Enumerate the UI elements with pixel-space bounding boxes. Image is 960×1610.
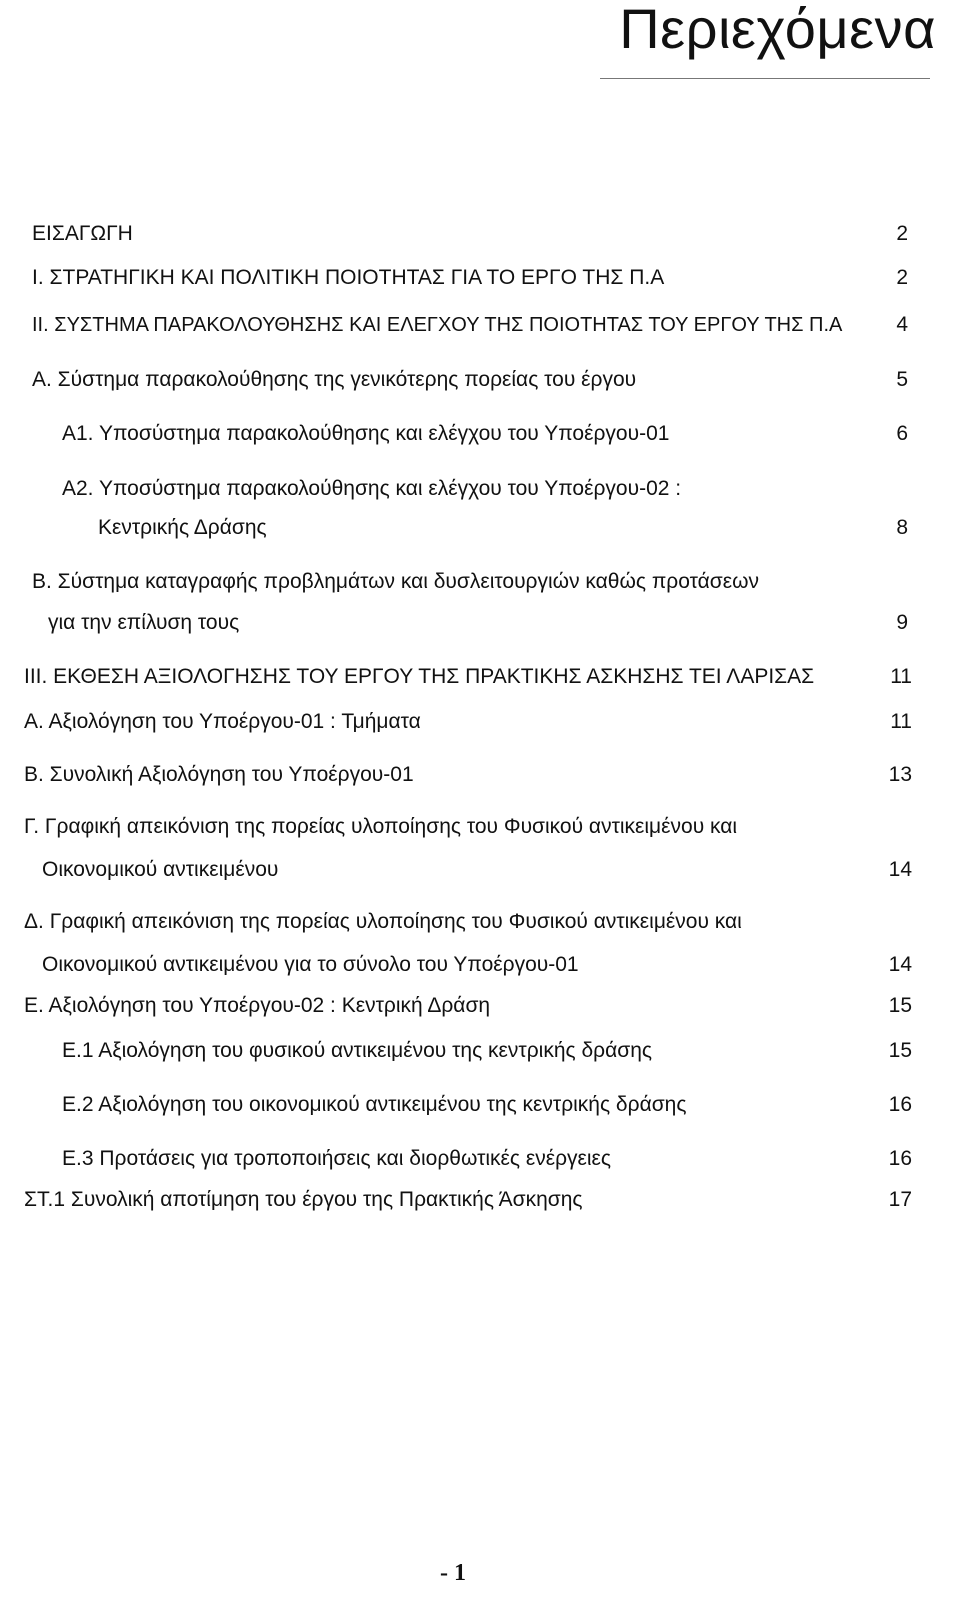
toc-entry-page: 2 bbox=[896, 222, 908, 245]
toc-entry-text: Κεντρικής Δράσης bbox=[98, 516, 267, 539]
toc-entry-text: Β. Σύστημα καταγραφής προβλημάτων και δυσλειτουργιών καθώς προτάσεων bbox=[32, 570, 759, 593]
toc-entry-text: ΕΙΣΑΓΩΓΗ bbox=[32, 222, 133, 245]
toc-entry-page: 15 bbox=[888, 1039, 912, 1062]
toc-entry[interactable] bbox=[0, 365, 960, 395]
toc-entry-page: 13 bbox=[888, 763, 912, 786]
toc-entry-text: Ε.3 Προτάσεις για τροποποιήσεις και διορθωτικές ενέργειες bbox=[62, 1147, 612, 1170]
toc-entry-page: 17 bbox=[888, 1188, 912, 1211]
toc-entry[interactable] bbox=[0, 419, 960, 449]
toc-entry-page: 2 bbox=[896, 266, 908, 289]
toc-entry[interactable] bbox=[0, 1185, 960, 1215]
toc-entry[interactable] bbox=[0, 219, 960, 249]
toc-entry[interactable] bbox=[0, 310, 960, 340]
page-number-footer: - 1 bbox=[440, 1560, 466, 1586]
toc-entry-text: Α1. Υποσύστημα παρακολούθησης και ελέγχου του Υποέργου-01 bbox=[62, 422, 670, 445]
title-underline bbox=[600, 78, 930, 79]
toc-entry-page: 11 bbox=[890, 710, 912, 733]
toc-entry-page: 14 bbox=[888, 858, 912, 881]
toc-entry[interactable] bbox=[0, 1090, 960, 1120]
toc-entry-text: για την επίλυση τους bbox=[48, 611, 240, 634]
toc-entry-page: 16 bbox=[888, 1147, 912, 1170]
toc-entry[interactable] bbox=[0, 950, 960, 980]
toc-entry-text: ΣΤ.1 Συνολική αποτίμηση του έργου της Πρακτικής Άσκησης bbox=[24, 1188, 583, 1211]
page-title: Περιεχόμενα bbox=[619, 0, 936, 60]
toc-entry[interactable] bbox=[0, 707, 960, 737]
toc-entry-page: 16 bbox=[888, 1093, 912, 1116]
toc-entry-text: Ε.1 Αξιολόγηση του φυσικού αντικειμένου της κεντρικής δράσης bbox=[62, 1039, 652, 1062]
toc-entry[interactable] bbox=[0, 760, 960, 790]
toc-entry-text: III. ΕΚΘΕΣΗ ΑΞΙΟΛΟΓΗΣΗΣ ΤΟΥ ΕΡΓΟΥ ΤΗΣ ΠΡΑΚΤΙΚΗΣ ΑΣΚΗΣΗΣ ΤΕΙ ΛΑΡΙΣΑΣ bbox=[24, 665, 815, 688]
toc-entry[interactable] bbox=[0, 608, 960, 638]
toc-entry-page: 9 bbox=[896, 611, 908, 634]
toc-entry[interactable] bbox=[0, 855, 960, 885]
toc-entry-text: Α. Αξιολόγηση του Υποέργου-01 : Τμήματα bbox=[24, 710, 421, 733]
toc-entry-page: 8 bbox=[896, 516, 908, 539]
toc-entry[interactable] bbox=[0, 513, 960, 543]
toc-entry-text: Γ. Γραφική απεικόνιση της πορείας υλοποίησης του Φυσικού αντικειμένου και bbox=[24, 815, 738, 838]
toc-entry-text: Α2. Υποσύστημα παρακολούθησης και ελέγχου του Υποέργου-02 : bbox=[62, 477, 682, 500]
toc-entry-page: 15 bbox=[888, 994, 912, 1017]
toc-entry-text: Οικονομικού αντικειμένου για το σύνολο του Υποέργου-01 bbox=[42, 953, 579, 976]
toc-entry-text: Α. Σύστημα παρακολούθησης της γενικότερης πορείας του έργου bbox=[32, 368, 637, 391]
toc-entry-text: II. ΣΥΣΤΗΜΑ ΠΑΡΑΚΟΛΟΥΘΗΣΗΣ ΚΑΙ ΕΛΕΓΧΟΥ ΤΗΣ ΠΟΙΟΤΗΤΑΣ ΤΟΥ ΕΡΓΟΥ ΤΗΣ Π.Α bbox=[32, 314, 843, 336]
toc-entry[interactable] bbox=[0, 263, 960, 293]
toc-entry[interactable] bbox=[0, 812, 960, 842]
toc-entry[interactable] bbox=[0, 991, 960, 1021]
toc-entry-page: 5 bbox=[896, 368, 908, 391]
toc-entry[interactable] bbox=[0, 567, 960, 597]
toc-entry-page: 14 bbox=[888, 953, 912, 976]
toc-entry-text: Ε.2 Αξιολόγηση του οικονομικού αντικειμένου της κεντρικής δράσης bbox=[62, 1093, 687, 1116]
toc-entry-text: Ε. Αξιολόγηση του Υποέργου-02 : Κεντρική Δράση bbox=[24, 994, 491, 1017]
toc-entry-text: Β. Συνολική Αξιολόγηση του Υποέργου-01 bbox=[24, 763, 414, 786]
toc-entry[interactable] bbox=[0, 1036, 960, 1066]
toc-entry[interactable] bbox=[0, 907, 960, 937]
toc-entry-text: I. ΣΤΡΑΤΗΓΙΚΗ ΚΑΙ ΠΟΛΙΤΙΚΗ ΠΟΙΟΤΗΤΑΣ ΓΙΑ ΤΟ ΕΡΓΟ ΤΗΣ Π.Α bbox=[32, 266, 665, 289]
toc-entry[interactable] bbox=[0, 1144, 960, 1174]
toc-entry-page: 4 bbox=[896, 313, 908, 336]
toc-entry-text: Οικονομικού αντικειμένου bbox=[42, 858, 279, 881]
toc-entry[interactable] bbox=[0, 474, 960, 504]
toc-entry[interactable] bbox=[0, 662, 960, 692]
toc-entry-text: Δ. Γραφική απεικόνιση της πορείας υλοποίησης του Φυσικού αντικειμένου και bbox=[24, 910, 742, 933]
toc-entry-page: 11 bbox=[890, 665, 912, 688]
toc-entry-page: 6 bbox=[896, 422, 908, 445]
